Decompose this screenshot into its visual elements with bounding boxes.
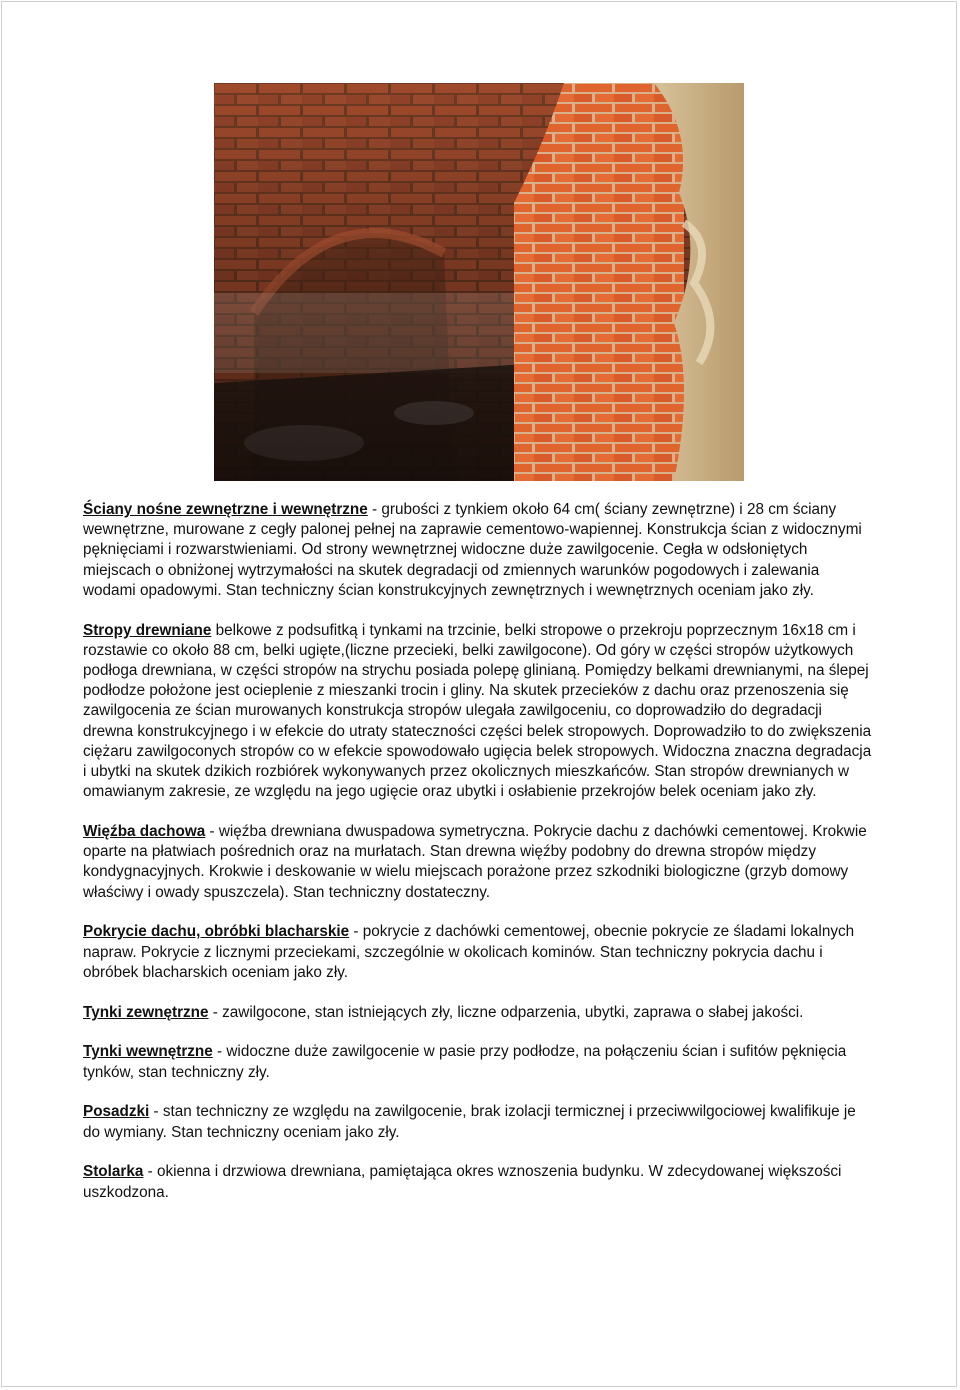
section-walls xyxy=(83,500,873,601)
section-text: - pokrycie z dachówki cementowej, obecnie pokrycie ze śladami lokalnych napraw. Pokrycie z licznymi przeciekami, szczególnie w okolicach kominów. Stan techniczny pokrycia dachu i obróbek blacharskich oceniam jako zły. xyxy=(83,923,855,981)
section-roof-truss xyxy=(83,822,873,903)
section-text: - okienna i drzwiowa drewniana, pamiętająca okres wznoszenia budynku. W zdecydowanej większości uszkodzona. xyxy=(83,1163,842,1201)
section-exterior-plaster xyxy=(83,1003,873,1023)
brick-wall-photo xyxy=(214,83,744,481)
section-ceilings xyxy=(83,621,873,803)
section-heading: Więźba dachowa xyxy=(83,823,206,841)
document-body xyxy=(83,500,873,1222)
section-floors xyxy=(83,1102,873,1142)
section-text: - zawilgocone, stan istniejących zły, liczne odparzenia, ubytki, zaprawa o słabej jakości. xyxy=(208,1003,804,1021)
section-text: belkowe z podsufitką i tynkami na trzcinie, belki stropowe o przekroju poprzecznym 16x18 cm i rozstawie co około 88 cm, belki ugięte,(liczne przecieki, belki zawilgocone). Od góry w części stropów użytkowych podłoga drewniana, w części stropów na strychu posiada polepę glinianą. Pomiędzy belkami drewnianymi, na ślepej podłodze położone jest ocieplenie z mieszanki trocin i gliny. Na skutek przecieków z dachu oraz przenoszenia się zawilgocenia ze ścian murowanych konstrukcja stropów ulegała zawilgoceniu, co doprowadziło do degradacji drewna konstrukcyjnego i w efekcie do utraty stateczności części belek stropowych. Doprowadziło to do zwiększenia ciężaru zawilgoconych stropów co w efekcie spowodowało ugięcia belek stropowych. Widoczna znaczna degradacja i ubytki na skutek dzikich rozbiórek wykonywanych przez okolicznych mieszkańców. Stan stropów drewnianych w omawianym zakresie, ze względu na jego ugięcie oraz ubytki i osłabienie przekrojów belek oceniam jako zły. xyxy=(83,621,872,801)
section-heading: Stropy drewniane xyxy=(83,621,212,639)
section-heading: Posadzki xyxy=(83,1103,150,1121)
section-heading: Tynki wewnętrzne xyxy=(83,1043,213,1061)
section-text: - stan techniczny ze względu na zawilgocenie, brak izolacji termicznej i przeciwwilgociowej kwalifikuje je do wymiany. Stan techniczny oceniam jako zły. xyxy=(83,1103,856,1141)
section-text: - grubości z tynkiem około 64 cm( ściany zewnętrzne) i 28 cm ściany wewnętrzne, murowane z cegły palonej pełnej na zaprawie cementowo-wapiennej. Konstrukcja ścian z widocznymi pęknięciami i rozwarstwieniami. Od strony wewnętrznej widoczne duże zawilgocenie. Cegła w odsłoniętych miejscach o obniżonej wytrzymałości na skutek degradacji od zmiennych warunków pogodowych i zalewania wodami opadowymi. Stan techniczny ścian konstrukcyjnych zewnętrznych i wewnętrznych oceniam jako zły. xyxy=(83,501,862,599)
section-heading: Pokrycie dachu, obróbki blacharskie xyxy=(83,923,350,941)
section-joinery xyxy=(83,1162,873,1202)
section-heading: Stolarka xyxy=(83,1163,144,1181)
section-roofing xyxy=(83,922,873,983)
section-text: - więźba drewniana dwuspadowa symetryczna. Pokrycie dachu z dachówki cementowej. Krokwie oparte na płatwiach pośrednich oraz na murłatach. Stan drewna więźby podobny do drewna stropów między kondygnacyjnych. Krokwie i deskowanie w wielu miejscach porażone przez szkodniki biologiczne (grzyb domowy właściwy i owady spuszczela). Stan techniczny dostateczny. xyxy=(83,823,867,901)
section-interior-plaster xyxy=(83,1042,873,1082)
section-text: - widoczne duże zawilgocenie w pasie przy podłodze, na połączeniu ścian i sufitów pęknięcia tynków, stan techniczny zły. xyxy=(83,1043,847,1081)
section-heading: Ściany nośne zewnętrzne i wewnętrzne xyxy=(83,501,368,518)
section-heading: Tynki zewnętrzne xyxy=(83,1003,209,1021)
